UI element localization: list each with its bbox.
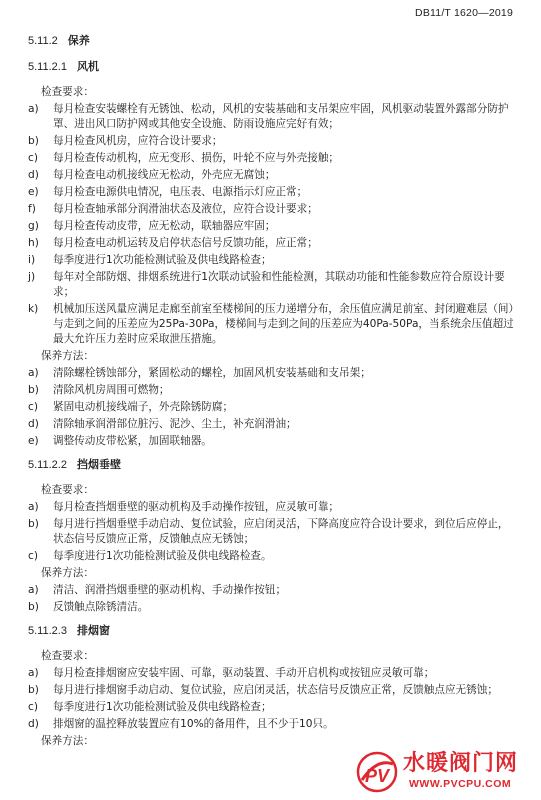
section-title: 风机 — [76, 60, 99, 73]
item-key: g) — [28, 220, 39, 232]
section-number: 5.11.2.3 — [28, 625, 67, 637]
pv-logo-icon — [355, 750, 399, 794]
item-key: h) — [28, 237, 39, 249]
list-item — [28, 219, 518, 234]
item-key: k) — [28, 303, 39, 315]
item-key: a) — [28, 584, 39, 596]
item-key: b) — [28, 135, 39, 147]
section-title: 排烟窗 — [76, 624, 110, 637]
item-text: 每月检查轴承部分润滑油状态及液位，应符合设计要求； — [53, 203, 318, 215]
section-heading — [28, 623, 518, 639]
list-item — [28, 236, 518, 251]
item-text: 调整传动皮带松紧，加固联轴器。 — [53, 435, 212, 447]
section-heading — [28, 33, 518, 49]
item-text: 清洁、润滑挡烟垂壁的驱动机构、手动操作按钮； — [53, 584, 287, 596]
item-text: 每月检查安装螺栓有无锈蚀、松动，风机的安装基础和支吊架应牢固，风机驱动装置外露部分防护罩、进出风口防护网或其他安全设施、防雨设施应完好有效； — [53, 103, 509, 130]
svg-text:PV: PV — [365, 766, 390, 786]
item-key: d) — [28, 169, 39, 181]
item-key: c) — [28, 701, 38, 713]
item-key: a) — [28, 501, 39, 513]
item-text: 每月进行挡烟垂壁手动启动、复位试验，应启闭灵活，下降高度应符合设计要求，到位后应停止，状态信号反馈应正常，反馈触点应无锈蚀； — [53, 518, 509, 545]
item-text: 每月检查电源供电情况，电压表、电源指示灯应正常； — [53, 186, 308, 198]
item-key: b) — [28, 384, 39, 396]
list-item — [28, 700, 518, 715]
block-label: 保养方法： — [41, 350, 94, 362]
item-text: 每月检查传动皮带，应无松动，联轴器应牢固； — [53, 220, 276, 232]
list-item — [28, 600, 518, 615]
list-item — [28, 666, 518, 681]
item-key: a) — [28, 667, 39, 679]
item-text: 每月检查电动机接线应无松动，外壳应无腐蚀； — [53, 169, 276, 181]
section-title: 保养 — [67, 34, 90, 47]
list-item — [28, 434, 518, 449]
item-key: e) — [28, 435, 39, 447]
item-text: 每月检查排烟窗应安装牢固、可靠，驱动装置、手动开启机构或按钮应灵敏可靠； — [53, 667, 435, 679]
item-text: 每季度进行1次功能检测试验及供电线路检查。 — [53, 550, 272, 562]
list-item — [28, 549, 518, 564]
list-item — [28, 134, 518, 149]
item-text: 每月检查挡烟垂壁的驱动机构及手动操作按钮，应灵敏可靠； — [53, 501, 340, 513]
item-key: i) — [28, 254, 36, 266]
list-item — [28, 151, 518, 166]
item-key: a) — [28, 103, 39, 115]
item-key: c) — [28, 152, 38, 164]
doc-code: DB11/T 1620—2019 — [415, 7, 513, 19]
item-text: 机械加压送风量应满足走廊至前室至楼梯间的压力递增分布，余压值应满足前室、封闭避难层（间）与走到之间的压差应为25Pa-30Pa，楼梯间与走到之间的压差应为40Pa-50Pa，当系统余压值超过最大允许压力差时应采取泄压措施。 — [53, 303, 514, 345]
list-item — [28, 202, 518, 217]
item-text: 每月检查电动机运转及启停状态信号反馈功能，应正常； — [53, 237, 318, 249]
item-key: b) — [28, 518, 39, 530]
list-item — [28, 383, 518, 398]
watermark — [355, 750, 533, 794]
block-label: 检查要求： — [41, 650, 94, 662]
block-label: 检查要求： — [41, 86, 94, 98]
list-item — [28, 417, 518, 432]
section-heading — [28, 457, 518, 473]
list-item — [28, 102, 518, 132]
item-key: c) — [28, 401, 38, 413]
item-text: 每月检查传动机构，应无变形、损伤，叶轮不应与外壳接触； — [53, 152, 340, 164]
list-item — [28, 717, 518, 732]
block-label: 保养方法： — [41, 735, 94, 747]
item-text: 反馈触点除锈清洁。 — [53, 601, 149, 613]
section-number: 5.11.2 — [28, 35, 58, 47]
list-item — [28, 517, 518, 547]
item-text: 每月进行排烟窗手动启动、复位试验，应启闭灵活，状态信号反馈应正常，反馈触点应无锈蚀； — [53, 684, 498, 696]
section-number: 5.11.2.1 — [28, 61, 67, 73]
item-text: 每季度进行1次功能检测试验及供电线路检查； — [53, 254, 272, 266]
list-item — [28, 683, 518, 698]
list-item — [28, 168, 518, 183]
list-item — [28, 400, 518, 415]
item-text: 每年对全部防烟、排烟系统进行1次联动试验和性能检测，其联动功能和性能参数应符合原设计要求； — [53, 271, 505, 298]
item-key: a) — [28, 367, 39, 379]
list-item — [28, 500, 518, 515]
item-text: 紧固电动机接线端子，外壳除锈防腐； — [53, 401, 234, 413]
item-text: 清除风机房周围可燃物； — [53, 384, 170, 396]
item-key: d) — [28, 718, 39, 730]
item-text: 排烟窗的温控释放装置应有10%的备用件，且不少于10只。 — [53, 718, 334, 730]
list-item — [28, 185, 518, 200]
item-text: 清除轴承润滑部位脏污、泥沙、尘土，补充润滑油； — [53, 418, 297, 430]
document-body — [28, 33, 518, 751]
list-item — [28, 583, 518, 598]
item-key: e) — [28, 186, 39, 198]
item-key: b) — [28, 601, 39, 613]
item-text: 每季度进行1次功能检测试验及供电线路检查； — [53, 701, 272, 713]
item-key: f) — [28, 203, 36, 215]
section-heading — [28, 59, 518, 75]
item-key: c) — [28, 550, 38, 562]
watermark-text: 水暖阀门网 — [403, 751, 519, 776]
block-label: 检查要求： — [41, 484, 94, 496]
list-item — [28, 270, 518, 300]
item-text: 清除螺栓锈蚀部分，紧固松动的螺栓，加固风机安装基础和支吊架； — [53, 367, 371, 379]
section-title: 挡烟垂壁 — [76, 458, 121, 471]
item-key: d) — [28, 418, 39, 430]
list-item — [28, 253, 518, 268]
list-item — [28, 302, 518, 347]
section-number: 5.11.2.2 — [28, 459, 67, 471]
item-text: 每月检查风机房，应符合设计要求； — [53, 135, 223, 147]
item-key: j) — [28, 271, 36, 283]
watermark-url: WWW.PVCPU.COM — [409, 778, 512, 790]
block-label: 保养方法： — [41, 567, 94, 579]
list-item — [28, 366, 518, 381]
item-key: b) — [28, 684, 39, 696]
